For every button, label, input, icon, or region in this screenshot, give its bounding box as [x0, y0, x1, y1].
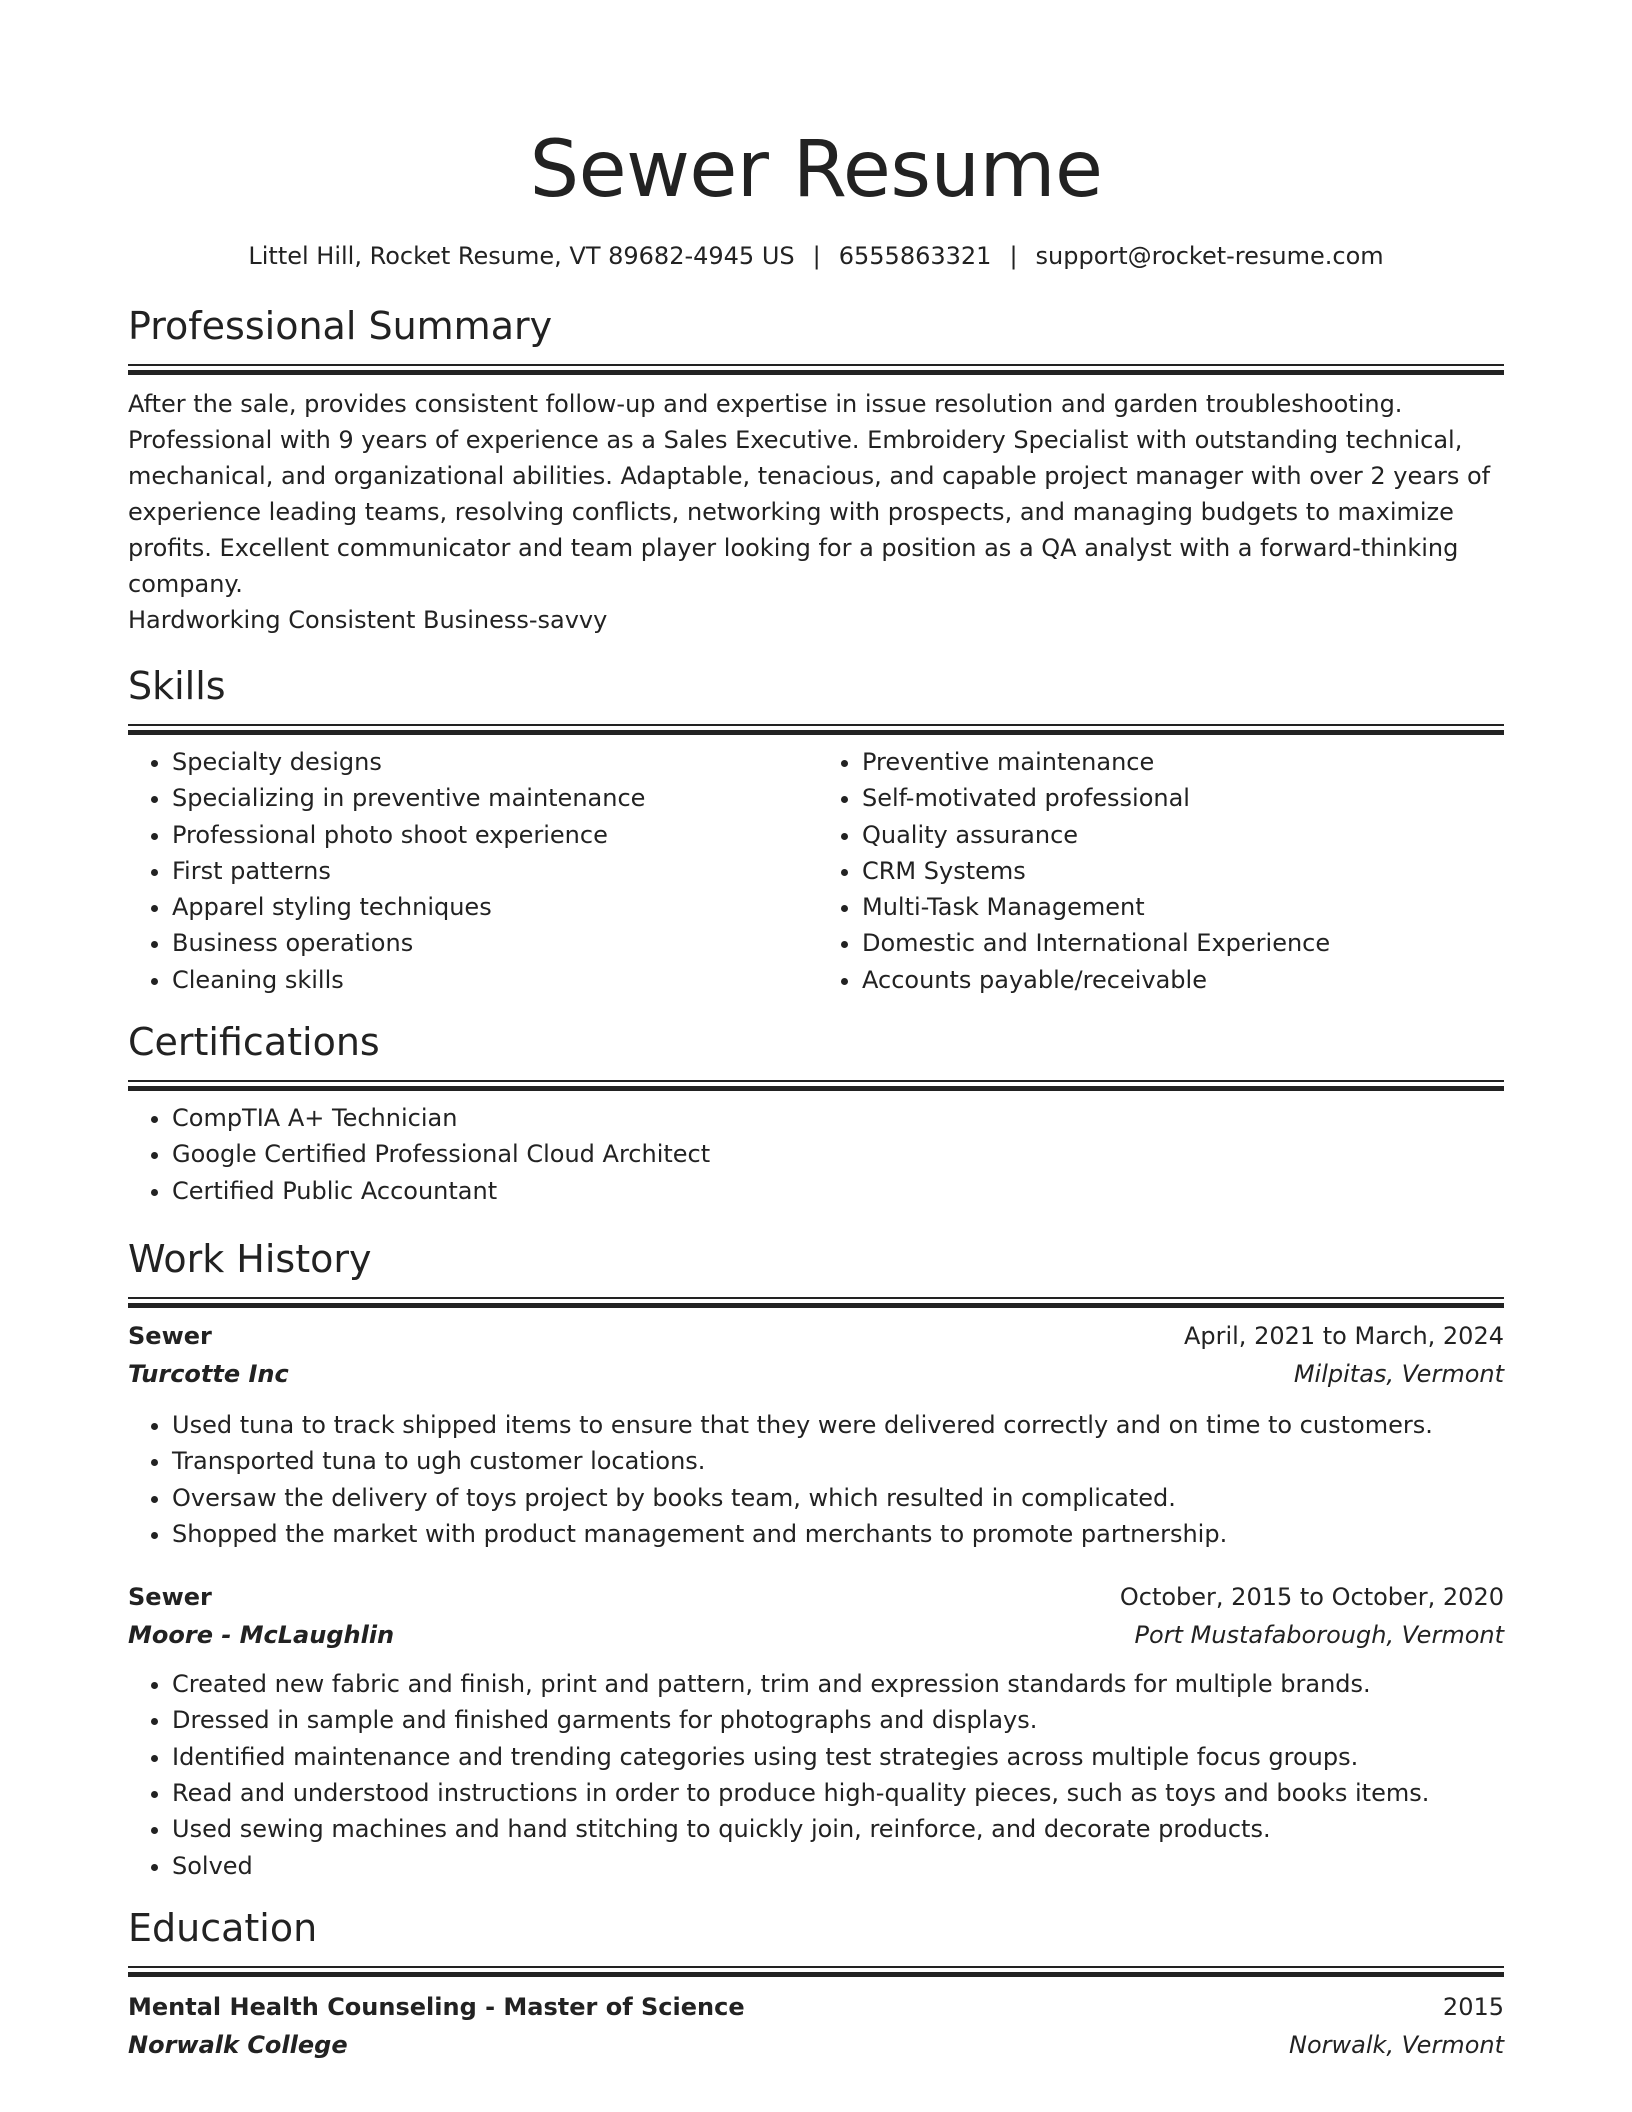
summary-section	[128, 302, 1504, 638]
section-divider	[128, 1297, 1504, 1307]
job-bullets	[128, 1666, 1504, 1884]
certification-item: • Certified Public Accountant	[172, 1173, 1504, 1209]
job-location: Milpitas, Vermont	[1293, 1359, 1504, 1388]
education-year: 2015	[1442, 1992, 1504, 2021]
resume-title: Sewer Resume	[529, 125, 1103, 215]
job-company: Turcotte Inc	[128, 1359, 289, 1388]
job-location: Port Mustafaborough, Vermont	[1134, 1621, 1504, 1650]
job-bullet: • Read and understood instructions in order to produce high-quality pieces, such as toys and books items.	[172, 1775, 1504, 1811]
job-bullet: • Oversaw the delivery of toys project by books team, which resulted in complicated.	[172, 1480, 1504, 1516]
skills-columns	[128, 734, 1504, 998]
skill-item: • Domestic and International Experience	[862, 925, 1504, 961]
education-degree: Mental Health Counseling - Master of Science	[128, 1992, 745, 2021]
section-heading-skills: Skills	[128, 664, 226, 708]
summary-traits: Hardworking Consistent Business-savvy	[128, 606, 608, 634]
section-divider	[128, 364, 1504, 374]
skills-section	[128, 662, 1504, 998]
skill-item: • Professional photo shoot experience	[172, 817, 814, 853]
job-bullet: • Shopped the market with product management and merchants to promote partnership.	[172, 1516, 1504, 1552]
summary-text: After the sale, provides consistent follow-up and expertise in issue resolution and garden troubleshooting. Professional with 9 years of experience as a Sales Executive. Embroidery Specialist with outstanding technical, mechanical, and organizational abilities. Adaptable, tenacious, and capable project manager with over 2 years of experience leading teams, resolving conflicts, networking with prospects, and managing budgets to maximize profits. Excellent communicator and team player looking for a position as a QA analyst with a forward-thinking company.	[128, 390, 1491, 598]
contact-phone: 6555863321	[838, 242, 992, 270]
section-divider	[128, 724, 1504, 734]
work-history-section	[128, 1235, 1504, 1884]
section-heading-work-history: Work History	[128, 1236, 372, 1281]
education-school-row	[128, 2026, 1504, 2064]
job-bullets	[128, 1407, 1504, 1552]
skill-item: • CRM Systems	[862, 853, 1504, 889]
section-divider	[128, 1966, 1504, 1976]
job-header-row	[128, 1578, 1504, 1616]
skill-item: • Apparel styling techniques	[172, 889, 814, 925]
job-title: Sewer	[128, 1583, 212, 1612]
skill-item: • Specializing in preventive maintenance	[172, 780, 814, 816]
job-bullet: • Solved	[172, 1848, 1504, 1884]
section-heading-summary: Professional Summary	[128, 304, 553, 348]
job-company-row	[128, 1616, 1504, 1654]
contact-line	[128, 240, 1504, 272]
skill-item: • Multi-Task Management	[862, 889, 1504, 925]
certifications-section	[128, 1018, 1504, 1209]
job-dates: April, 2021 to March, 2024	[1183, 1321, 1504, 1350]
job-bullet: • Dressed in sample and finished garments for photographs and displays.	[172, 1702, 1504, 1738]
education-header-row	[128, 1988, 1504, 2026]
education-location: Norwalk, Vermont	[1289, 2030, 1504, 2059]
contact-separator: |	[1009, 242, 1018, 270]
skills-list-right	[814, 744, 1504, 998]
job-entry	[128, 1578, 1504, 1884]
skill-item: • First patterns	[172, 853, 814, 889]
skill-item: • Business operations	[172, 925, 814, 961]
education-school: Norwalk College	[128, 2030, 348, 2059]
job-header-row	[128, 1317, 1504, 1355]
section-heading-education: Education	[128, 1905, 318, 1950]
skill-item: • Preventive maintenance	[862, 744, 1504, 780]
job-company-row	[128, 1355, 1504, 1393]
skill-item: • Accounts payable/receivable	[862, 962, 1504, 998]
contact-address: Littel Hill, Rocket Resume, VT 89682-4945 US	[248, 242, 795, 270]
skill-item: • Specialty designs	[172, 744, 814, 780]
certifications-list	[128, 1100, 1504, 1209]
section-heading-certifications: Certifications	[128, 1020, 380, 1065]
skills-list-left	[128, 744, 814, 998]
job-company: Moore - McLaughlin	[128, 1621, 395, 1650]
job-bullet: • Identified maintenance and trending categories using test strategies across multiple focus groups.	[172, 1739, 1504, 1775]
contact-email: support@rocket-resume.com	[1035, 242, 1384, 270]
job-bullet: • Transported tuna to ugh customer locations.	[172, 1443, 1504, 1479]
certification-item: • Google Certified Professional Cloud Architect	[172, 1136, 1504, 1172]
education-section	[128, 1904, 1504, 2064]
section-divider	[128, 1080, 1504, 1090]
contact-separator: |	[812, 242, 821, 270]
skill-item: • Self-motivated professional	[862, 780, 1504, 816]
summary-body	[128, 386, 1504, 638]
job-bullet: • Created new fabric and finish, print and pattern, trim and expression standards for multiple brands.	[172, 1666, 1504, 1702]
skill-item: • Cleaning skills	[172, 962, 814, 998]
job-bullet: • Used tuna to track shipped items to ensure that they were delivered correctly and on time to customers.	[172, 1407, 1504, 1443]
job-title: Sewer	[128, 1321, 212, 1350]
certification-item: • CompTIA A+ Technician	[172, 1100, 1504, 1136]
job-dates: October, 2015 to October, 2020	[1119, 1583, 1504, 1612]
job-bullet: • Used sewing machines and hand stitching to quickly join, reinforce, and decorate products.	[172, 1811, 1504, 1847]
job-entry	[128, 1317, 1504, 1552]
skill-item: • Quality assurance	[862, 817, 1504, 853]
education-entry	[128, 1988, 1504, 2064]
